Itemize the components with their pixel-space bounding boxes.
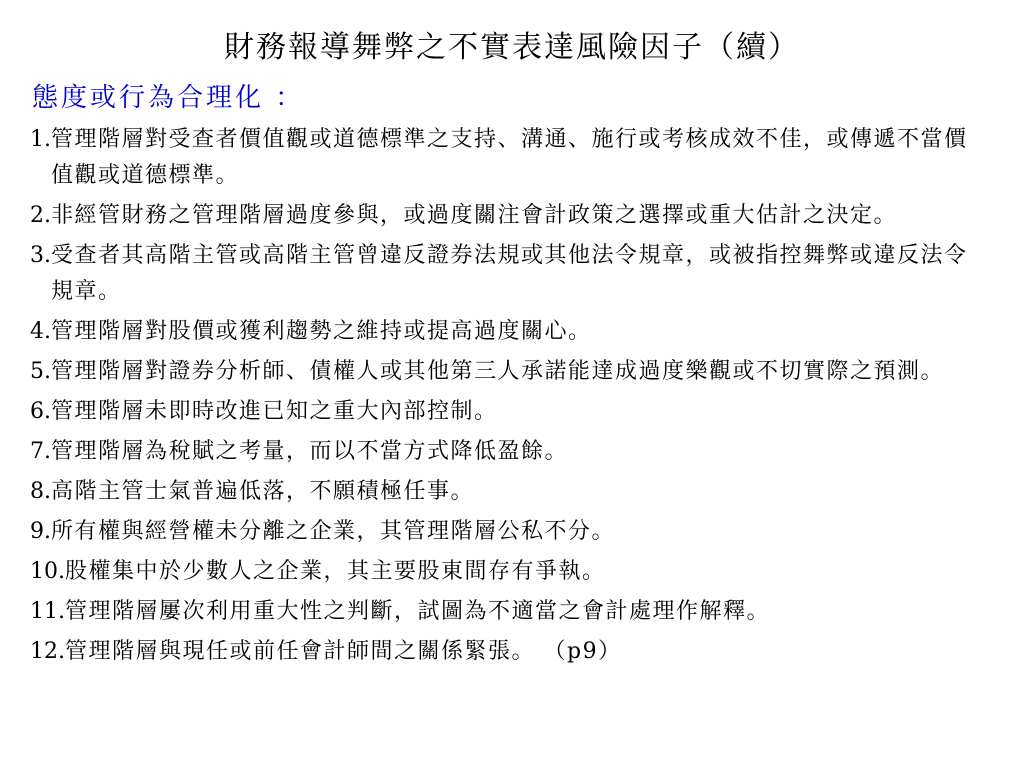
- item-number: 7.: [30, 439, 51, 464]
- item-number: 6.: [30, 399, 51, 424]
- item-text: 所有權與經營權未分離之企業，其管理階層公私不分。: [51, 519, 616, 544]
- item-number: 2.: [30, 203, 51, 228]
- item-number: 9.: [30, 519, 51, 544]
- item-text: 管理階層屢次利用重大性之判斷，試圖為不適當之會計處理作解釋。: [65, 599, 771, 624]
- item-text: 管理階層與現任或前任會計師間之關係緊張。 （p9）: [65, 639, 622, 664]
- item-number: 10.: [30, 559, 65, 584]
- risk-factor-list: [30, 122, 980, 674]
- list-item: [30, 434, 980, 470]
- item-number: 3.: [30, 243, 51, 268]
- item-number: 1.: [30, 127, 51, 152]
- item-number: 11.: [30, 599, 65, 624]
- item-text: 管理階層對證券分析師、債權人或其他第三人承諾能達成過度樂觀或不切實際之預測。: [51, 359, 945, 384]
- list-item: [30, 514, 980, 550]
- list-item: [30, 474, 980, 510]
- list-item: [30, 238, 980, 310]
- list-item: [30, 198, 980, 234]
- item-number: 5.: [30, 359, 51, 384]
- item-text: 受查者其高階主管或高階主管曾違反證券法規或其他法令規章，或被指控舞弊或違反法令規章。: [51, 243, 968, 304]
- list-item: [30, 394, 980, 430]
- list-item: [30, 634, 980, 670]
- item-text: 非經管財務之管理階層過度參與，或過度關注會計政策之選擇或重大估計之決定。: [51, 203, 898, 228]
- list-item: [30, 314, 980, 350]
- list-item: [30, 594, 980, 630]
- section-heading: 態度或行為合理化 ：: [32, 83, 305, 113]
- item-number: 4.: [30, 319, 51, 344]
- list-item: [30, 122, 980, 194]
- item-text: 股權集中於少數人之企業，其主要股東間存有爭執。: [65, 559, 606, 584]
- item-text: 管理階層對股價或獲利趨勢之維持或提高過度關心。: [51, 319, 592, 344]
- slide-title: 財務報導舞弊之不實表達風險因子（續）: [224, 30, 800, 65]
- list-item: [30, 554, 980, 590]
- list-item: [30, 354, 980, 390]
- item-number: 12.: [30, 639, 65, 664]
- item-text: 管理階層對受查者價值觀或道德標準之支持、溝通、施行或考核成效不佳，或傳遞不當價值觀或道德標準。: [51, 127, 968, 188]
- item-text: 管理階層未即時改進已知之重大內部控制。: [51, 399, 498, 424]
- item-number: 8.: [30, 479, 51, 504]
- item-text: 高階主管士氣普遍低落，不願積極任事。: [51, 479, 475, 504]
- item-text: 管理階層為稅賦之考量，而以不當方式降低盈餘。: [51, 439, 569, 464]
